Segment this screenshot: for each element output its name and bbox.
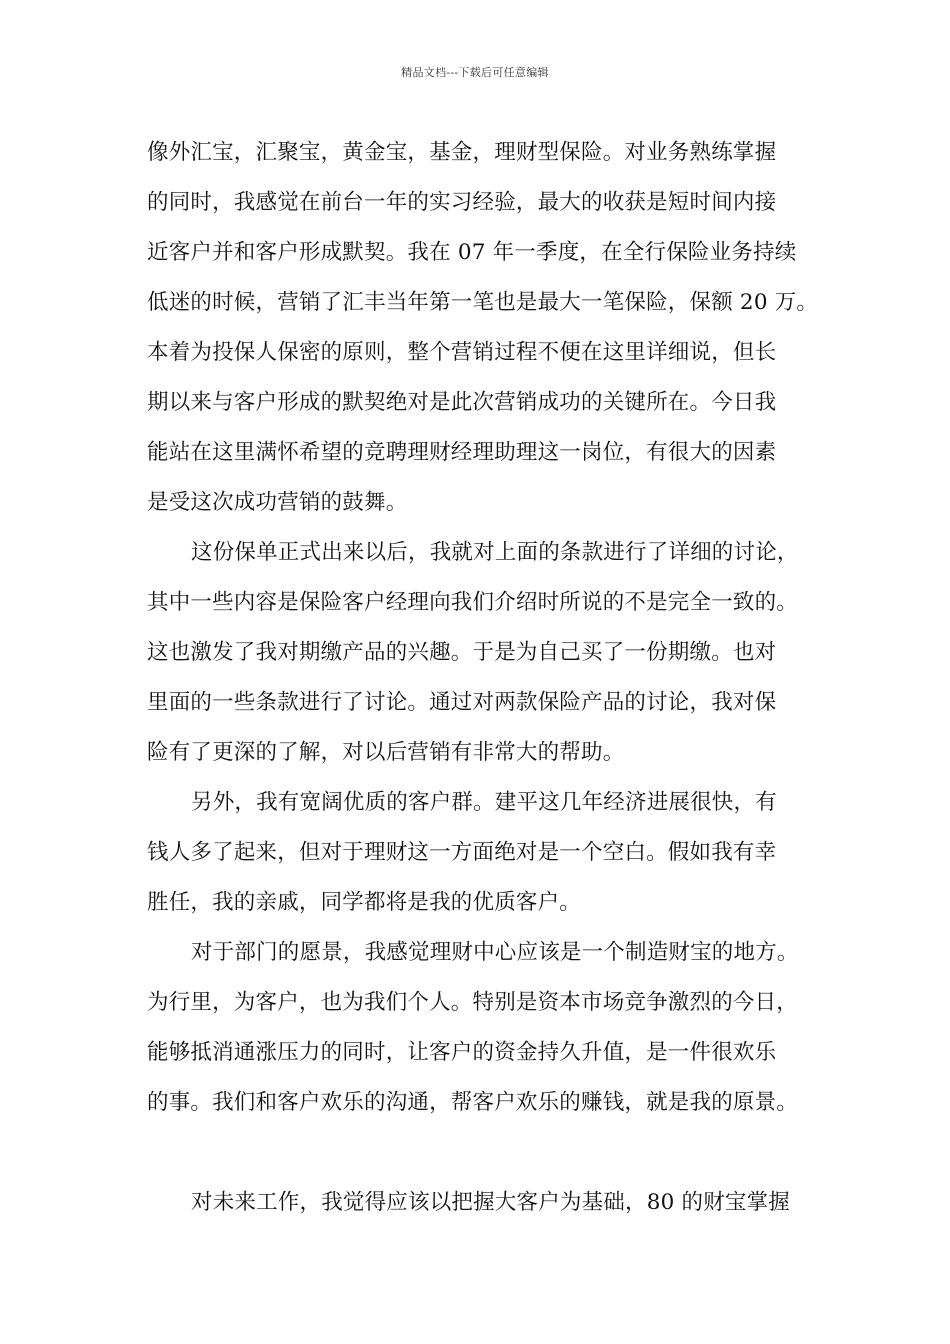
- paragraph-line: 像外汇宝，汇聚宝，黄金宝，基金，理财型保险。对业务熟练掌握: [147, 140, 777, 165]
- paragraph-line: 险有了更深的了解，对以后营销有非常大的帮助。: [147, 740, 625, 765]
- paragraph-line: 能够抵消通涨压力的同时，让客户的资金持久升值，是一件很欢乐: [147, 1040, 777, 1065]
- paragraph-line: 能站在这里满怀希望的竞聘理财经理助理这一岗位，有很大的因素: [147, 440, 777, 465]
- paragraph-line: 的事。我们和客户欢乐的沟通，帮客户欢乐的赚钱，就是我的原景。: [147, 1090, 799, 1115]
- paragraph-line: 另外，我有宽阔优质的客户群。建平这几年经济进展很快，有: [191, 790, 777, 815]
- paragraph-line: 是受这次成功营销的鼓舞。: [147, 490, 408, 515]
- paragraph-line: 其中一些内容是保险客户经理向我们介绍时所说的不是完全一致的。: [147, 590, 799, 615]
- paragraph-line: 本着为投保人保密的原则，整个营销过程不便在这里详细说，但长: [147, 340, 777, 365]
- paragraph-line: 期以来与客户形成的默契绝对是此次营销成功的关键所在。今日我: [147, 390, 777, 415]
- paragraph-spacer: [147, 1128, 827, 1178]
- paragraph-line: 对于部门的愿景，我感觉理财中心应该是一个制造财宝的地方。: [191, 940, 799, 965]
- paragraph-line: 里面的一些条款进行了讨论。通过对两款保险产品的讨论，我对保: [147, 690, 777, 715]
- paragraph-line: 这也激发了我对期缴产品的兴趣。于是为自己买了一份期缴。也对: [147, 640, 777, 665]
- paragraph-line: 钱人多了起来，但对于理财这一方面绝对是一个空白。假如我有幸: [147, 840, 777, 865]
- paragraph-line: 这份保单正式出来以后，我就对上面的条款进行了详细的讨论，: [191, 540, 799, 565]
- paragraph-line: 低迷的时候，营销了汇丰当年第一笔也是最大一笔保险，保额 20 万。: [147, 290, 819, 315]
- paragraph-line: 近客户并和客户形成默契。我在 07 年一季度，在全行保险业务持续: [147, 240, 797, 265]
- paragraph-line: 对未来工作，我觉得应该以把握大客户为基础，80 的财宝掌握: [191, 1190, 790, 1215]
- page-header: 精品文档---下载后可任意编辑: [401, 66, 549, 79]
- paragraph-line: 为行里，为客户，也为我们个人。特别是资本市场竞争激烈的今日，: [147, 990, 799, 1015]
- paragraph-line: 胜任，我的亲戚，同学都将是我的优质客户。: [147, 890, 582, 915]
- document-body: [147, 128, 827, 1228]
- paragraph-line: 的同时，我感觉在前台一年的实习经验，最大的收获是短时间内接: [147, 190, 777, 215]
